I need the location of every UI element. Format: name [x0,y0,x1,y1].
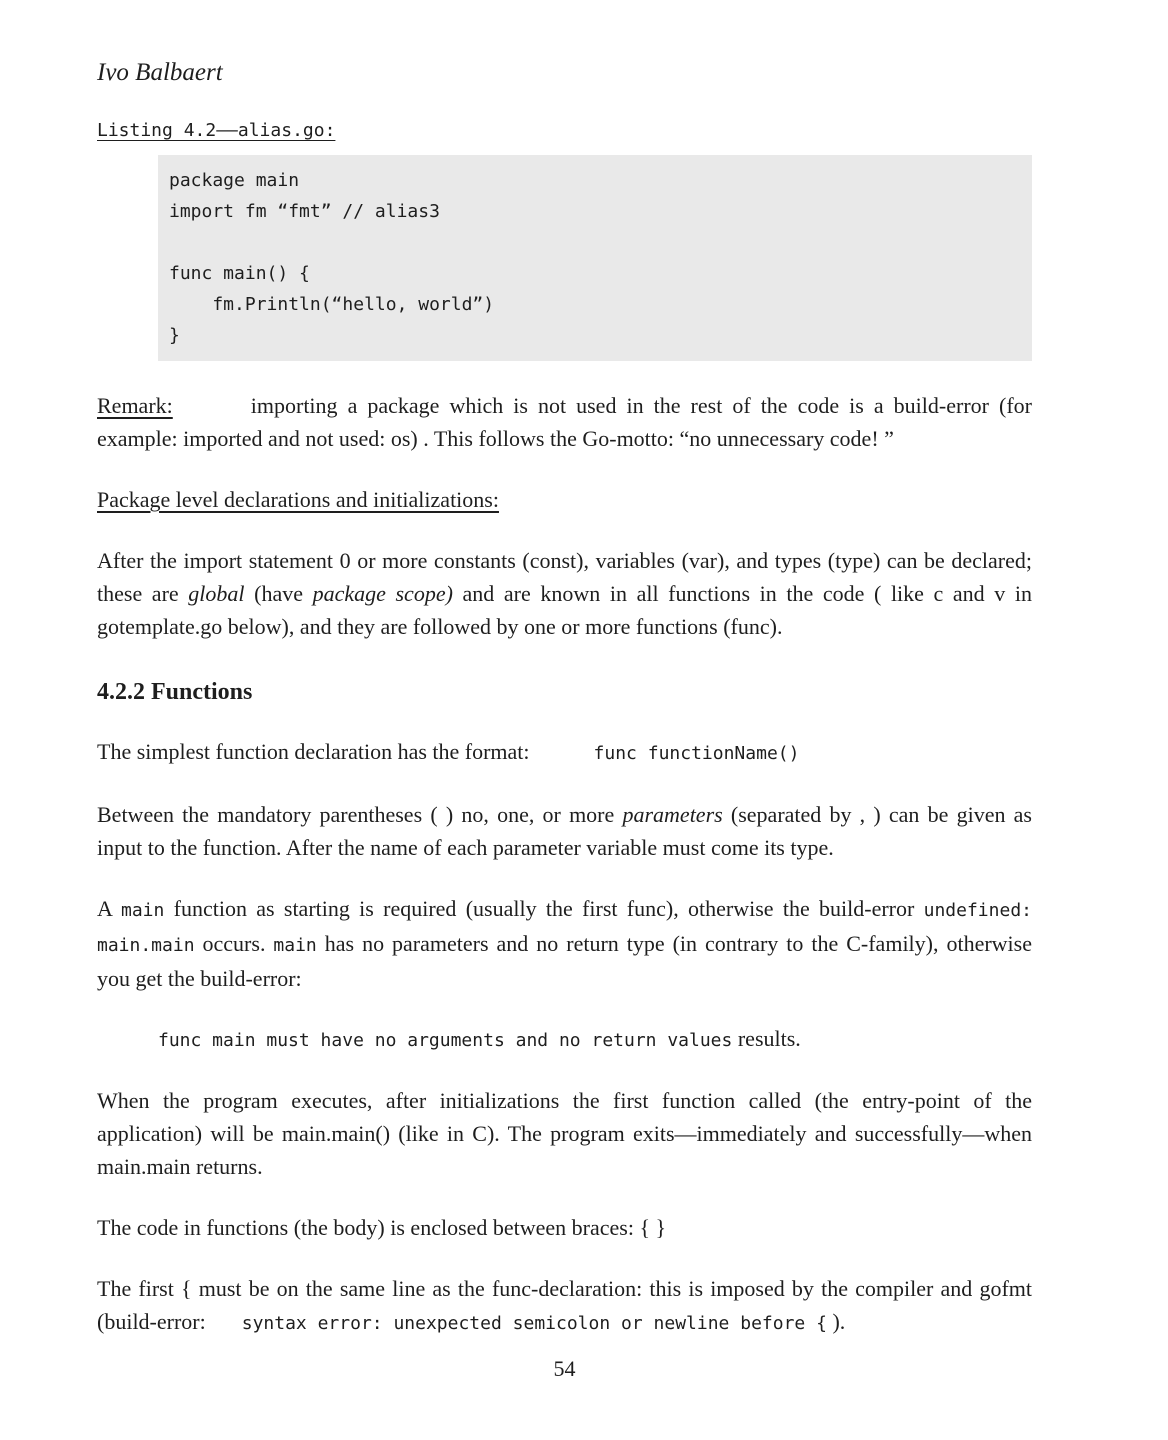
text-run: After the import statement 0 or more constants (const), variables (var), and types (type) can be declared; these are [97,548,1032,606]
code-line [169,227,1020,258]
inline-code: main [120,900,165,921]
code-line: package main [169,170,300,191]
braces-paragraph: The code in functions (the body) is enclosed between braces: { } [97,1215,667,1240]
text-run: occurs. [194,931,274,956]
italic-run: package scope) [312,581,453,606]
listing-title: Listing 4.2——alias.go: [97,120,336,141]
code-listing [158,155,1032,361]
code-line: fm.Println(“hello, world”) [169,294,495,315]
text-run: results. [732,1026,801,1051]
remark-paragraph [97,389,1032,455]
build-error-line [158,1023,1032,1056]
section-heading-4-2-2: 4.2.2 Functions [97,679,253,705]
text-run: has no parameters and no return type (in contrary to the C-family), otherwise you get the build-error: [97,931,1032,991]
text-run: Between the mandatory parentheses ( ) no, one, or more [97,802,623,827]
inline-code: func main must have no arguments and no return values [158,1030,733,1051]
inline-code: undefined: main.main [97,900,1032,956]
text-run: The simplest function declaration has the format: [97,739,530,764]
remark-text: importing a package which is not used in the rest of the code is a build-error (for example: imported and not used: os) . This follows the Go-motto: “no unnecessary code! ” [97,393,1032,451]
code-line: import fm “fmt” // alias3 [169,201,440,222]
text-run: (separated by , ) can be given as input to the function. After the name of each parameter variable must come its type. [97,802,1032,860]
package-declarations-heading: Package level declarations and initializations: [97,487,499,512]
parentheses-paragraph [97,798,1032,864]
first-brace-paragraph [97,1272,1032,1340]
simplest-declaration-paragraph [97,735,1032,770]
italic-run: global [188,581,245,606]
text-run: function as starting is required (usually the first func), otherwise the build-error [164,896,924,921]
main-function-paragraph [97,892,1032,995]
italic-run: parameters [622,802,723,827]
package-declarations-paragraph [97,544,1032,643]
text-run: A [97,896,121,921]
code-line: func main() { [169,263,310,284]
inline-code: main [273,935,317,956]
running-header-author: Ivo Balbaert [97,59,223,86]
remark-label: Remark: [97,393,173,418]
text-run: ). [826,1309,846,1334]
inline-code: func functionName() [593,743,800,764]
text-run: and are known in all functions in the code ( like c and v in gotemplate.go below), and they are followed by one or more functions (func). [97,581,1033,639]
code-line: } [169,325,180,346]
page-number: 54 [553,1356,576,1381]
text-run: (have [244,581,313,606]
program-executes-paragraph: When the program executes, after initializations the first function called (the entry-point of the application) will be main.main() (like in C). The program exits—immediately and successfully—when main.main returns. [97,1088,1032,1179]
text-run: The first { must be on the same line as the func-declaration: this is imposed by the compiler and gofmt (build-error: [97,1276,1032,1334]
inline-code: syntax error: unexpected semicolon or newline before { [241,1313,827,1334]
